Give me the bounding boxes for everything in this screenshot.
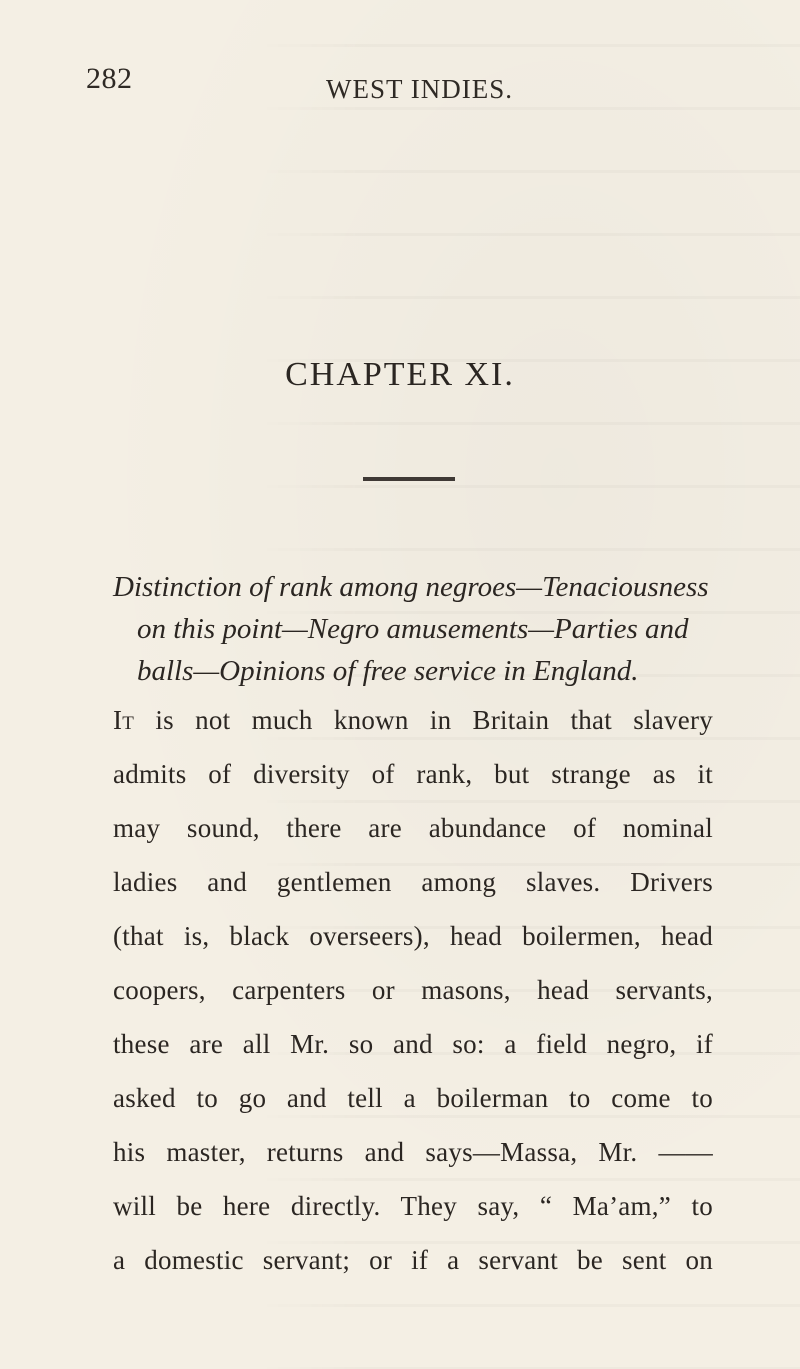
chapter-rule: [363, 477, 455, 481]
summary-line: balls—Opinions of free service in England.: [137, 655, 639, 687]
body-line: coopers, carpenters or masons, head servants,: [113, 975, 713, 1005]
body-line: his master, returns and says—Massa, Mr. ——: [113, 1137, 713, 1167]
body-line: admits of diversity of rank, but strange as it: [113, 759, 713, 789]
body-line-text: is not much known in Britain that slavery: [134, 705, 713, 735]
chapter-summary: [113, 566, 753, 692]
opening-word: It: [113, 705, 135, 735]
body-line: will be here directly. They say, “ Ma’am,” to: [113, 1191, 713, 1221]
body-line: (that is, black overseers), head boilermen, head: [113, 921, 713, 951]
body-line: a domestic servant; or if a servant be sent on: [113, 1245, 713, 1275]
chapter-title: CHAPTER XI.: [285, 356, 515, 393]
page-number: 282: [86, 62, 133, 95]
body-text: [113, 693, 713, 1287]
summary-line: Distinction of rank among negroes—Tenaciousness: [113, 571, 709, 603]
body-line: ladies and gentlemen among slaves. Drivers: [113, 867, 713, 897]
summary-line: on this point—Negro amusements—Parties and: [137, 613, 689, 645]
body-line: [113, 693, 713, 747]
body-line: asked to go and tell a boilerman to come to: [113, 1083, 713, 1113]
running-head: WEST INDIES.: [326, 74, 513, 104]
body-line: may sound, there are abundance of nominal: [113, 813, 713, 843]
body-line: these are all Mr. so and so: a field negro, if: [113, 1029, 713, 1059]
